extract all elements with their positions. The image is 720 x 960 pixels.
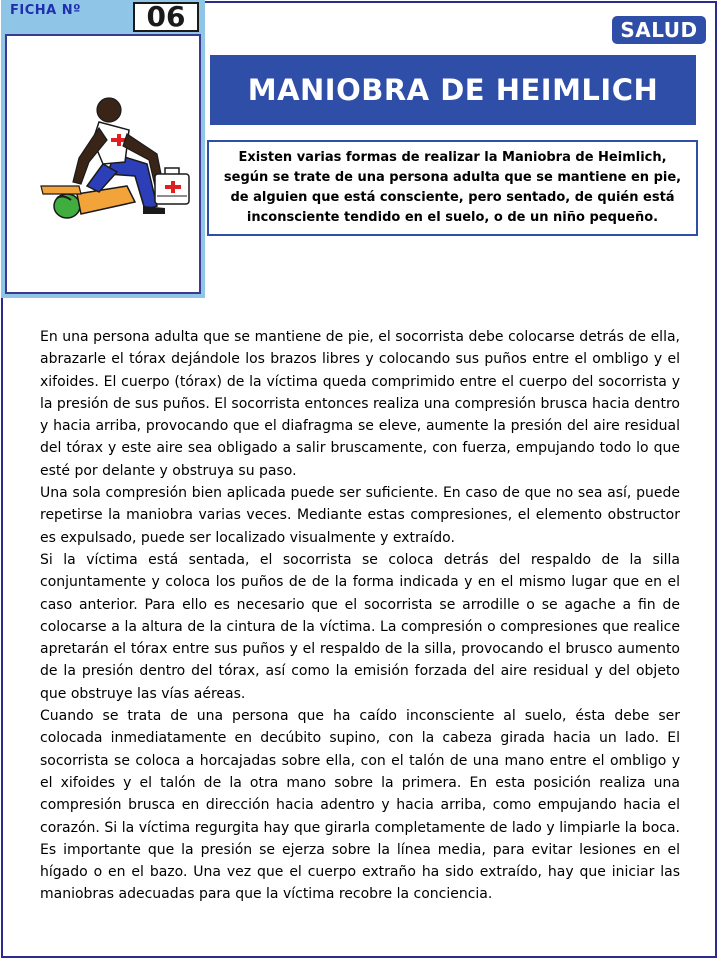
intro-box bbox=[207, 140, 698, 236]
rescuer-head bbox=[97, 98, 121, 122]
body-text bbox=[40, 326, 680, 906]
intro-text: Existen varias formas de realizar la Maniobra de Heimlich, según se trate de una persona adulta que se mantiene en pie, de alguien que está consciente, pero sentado, de quién está inconsciente tendido en el suelo, o de un niño pequeño. bbox=[223, 150, 682, 225]
first-aid-rescuer-illustration-icon bbox=[7, 36, 203, 296]
category-badge: SALUD bbox=[612, 16, 706, 44]
body-paragraph: En una persona adulta que se mantiene de pie, el socorrista debe colocarse detrás de ella, abrazarle el tórax dejándole los brazos libres y colocando sus puños entre el ombligo y el xifoides. El cuerpo (tórax) de la víctima queda comprimido entre el cuerpo del socorrista y la presión de sus puños. El socorrista entonces realiza una compresión brusca hacia dentro y hacia arriba, provocando que el diafragma se eleve, aumente la presión del aire residual del tórax y este aire sea obligado a salir bruscamente, con fuerza, empujando todo lo que esté por delante y obstruya su paso. bbox=[40, 329, 680, 479]
body-paragraph: Cuando se trata de una persona que ha caído inconsciente al suelo, ésta debe ser colocada inmediatamente en decúbito supino, con la cabeza girada hacia un lado. El socorrista se coloca a horcajadas sobre ella, con el talón de una mano entre el ombligo y el xifoides y el talón de la otra mano sobre la primera. En esta posición realiza una compresión brusca en dirección hacia adentro y hacia arriba, como empujando hacia el corazón. Si la víctima regurgita hay que girarla completamente de lado y limpiarle la boca. Es importante que la presión se ejerza sobre la línea media, para evitar lesiones en el hígado o en el bazo. Una vez que el cuerpo extraño ha sido extraído, hay que iniciar las maniobras adecuadas para que la víctima recobre la conciencia. bbox=[40, 708, 680, 903]
victim-body bbox=[77, 186, 135, 214]
body-paragraph: Una sola compresión bien aplicada puede ser suficiente. En caso de que no sea así, puede repetirse la maniobra varias veces. Mediante estas compresiones, el elemento obstructor es expulsado, puede ser localizado visualmente y extraído. bbox=[40, 485, 680, 546]
illustration-frame bbox=[5, 34, 201, 294]
page-title: MANIOBRA DE HEIMLICH bbox=[210, 55, 696, 125]
ficha-label: FICHA Nº bbox=[10, 3, 81, 18]
ficha-number-badge: 06 bbox=[133, 2, 199, 32]
body-paragraph: Si la víctima está sentada, el socorrista se coloca detrás del respaldo de la silla conjuntamente y coloca los puños de de la forma indicada y en el mismo lugar que en el caso anterior. Para ello es necesario que el socorrista se arrodille o se agache a fin de colocarse a la altura de la cintura de la víctima. La compresión o compresiones que realice apretarán el tórax entre sus puños y el respaldo de la silla, provocando el brusco aumento de la presión dentro del tórax, así como la emisión forzada del aire residual y del objeto que obstruye las vías aéreas. bbox=[40, 551, 680, 702]
